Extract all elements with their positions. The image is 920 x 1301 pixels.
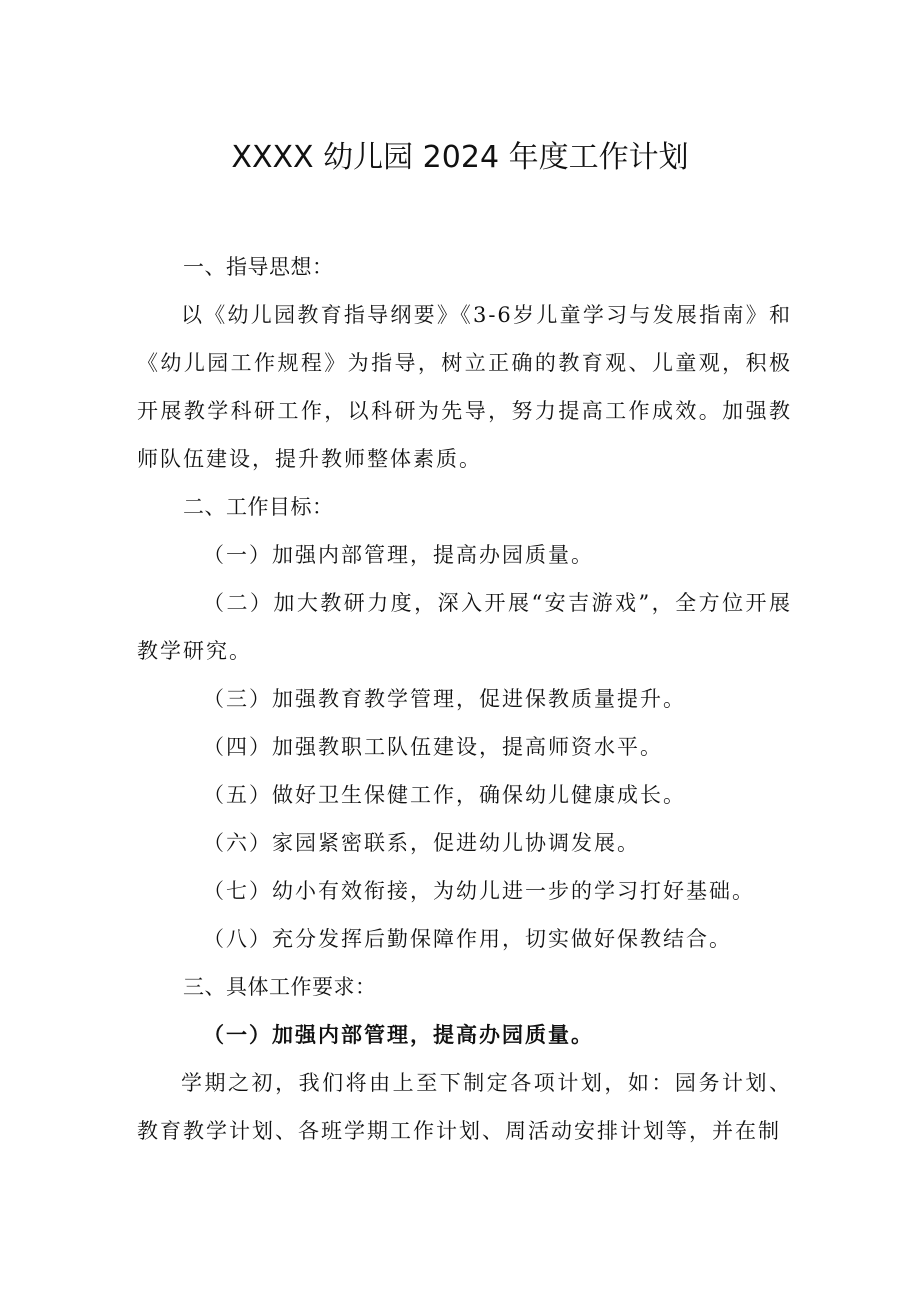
- goal-item: （七）幼小有效衔接，为幼儿进一步的学习打好基础。: [203, 879, 755, 903]
- guiding-ideology-paragraph: 以《幼儿园教育指导纲要》《3-6岁儿童学习与发展指南》和《幼儿园工作规程》为指导，树立正确的教育观、儿童观，积极开展教学科研工作，以科研为先导，努力提高工作成效。加强教师队伍建设，提升教师整体素质。: [137, 303, 792, 471]
- goal-item: （四）加强教职工队伍建设，提高师资水平。: [203, 735, 663, 759]
- document-body: [137, 243, 792, 1155]
- goal-item: （二）加大教研力度，深入开展“安吉游戏”，全方位开展教学研究。: [137, 591, 792, 663]
- document-title: XXXX 幼儿园 2024 年度工作计划: [231, 140, 689, 175]
- goal-item: （六）家园紧密联系，促进幼儿协调发展。: [203, 831, 640, 855]
- section-heading-guiding-ideology: 一、指导思想：: [183, 255, 334, 279]
- goal-item: （八）充分发挥后勤保障作用，切实做好保教结合。: [203, 927, 732, 951]
- goal-item: （五）做好卫生保健工作，确保幼儿健康成长。: [203, 783, 686, 807]
- section-heading-work-goals: 二、工作目标：: [183, 495, 334, 519]
- section-heading-specific-requirements: 三、具体工作要求：: [183, 975, 377, 999]
- subsection-heading-internal-management: （一）加强内部管理，提高办园质量。: [203, 1022, 594, 1047]
- goal-item: （一）加强内部管理，提高办园质量。: [203, 543, 594, 567]
- internal-management-paragraph: 学期之初，我们将由上至下制定各项计划，如：园务计划、教育教学计划、各班学期工作计划、周活动安排计划等，并在制: [137, 1071, 792, 1143]
- goal-item: （三）加强教育教学管理，促进保教质量提升。: [203, 687, 686, 711]
